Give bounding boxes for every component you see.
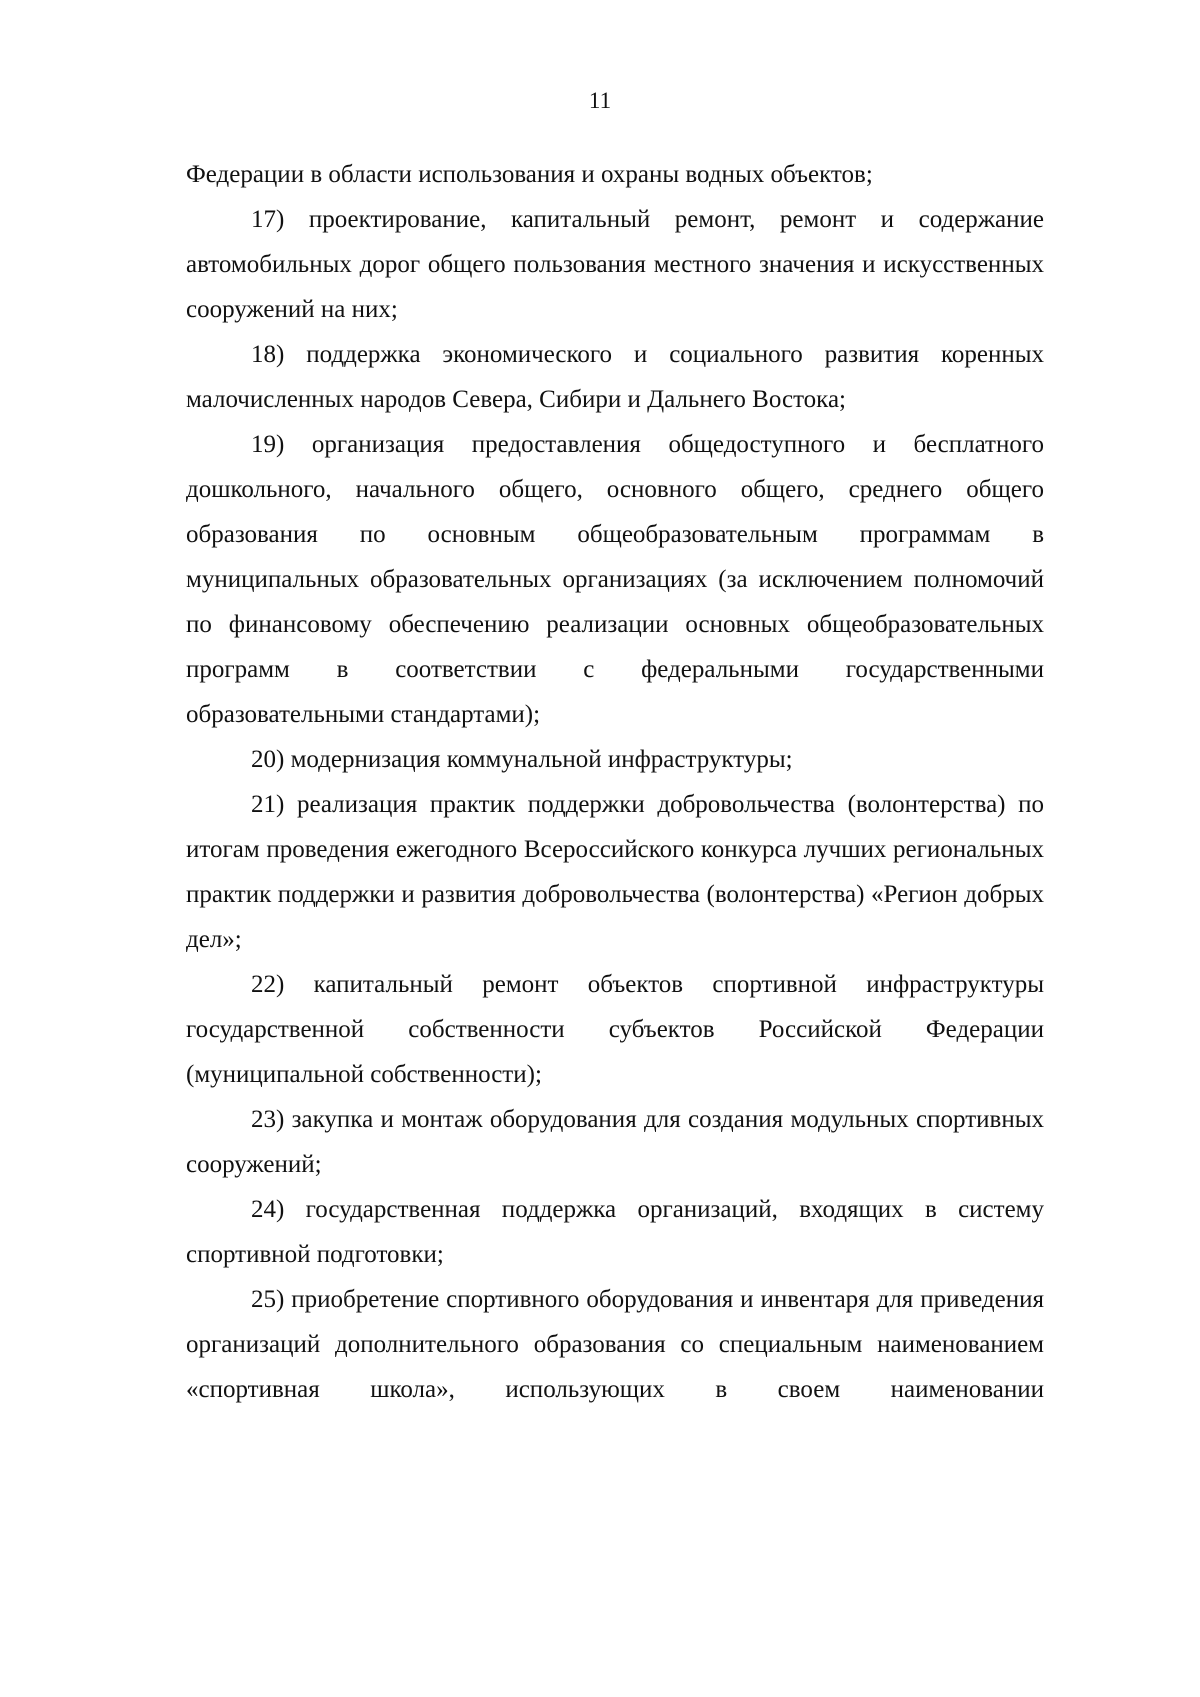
item-text: капитальный ремонт объектов спортивной инфраструктуры государственной собственности субъектов Российской Федерации (муниципальной собственности); — [186, 971, 1044, 1088]
item-text: реализация практик поддержки добровольчества (волонтерства) по итогам проведения ежегодного Всероссийского конкурса лучших региональных практик поддержки и развития добровольчества (волонтерства) «Регион добрых дел»; — [186, 791, 1045, 953]
item-number: 24) — [251, 1196, 285, 1223]
item-text: поддержка экономического и социального развития коренных малочисленных народов Севера, Сибири и Дальнего Востока; — [186, 341, 1045, 413]
item-number: 20) — [251, 746, 285, 773]
paragraph-continuation — [186, 152, 1044, 197]
item-text: модернизация коммунальной инфраструктуры; — [290, 746, 793, 773]
item-text: государственная поддержка организаций, входящих в систему спортивной подготовки; — [186, 1196, 1044, 1268]
list-item — [186, 737, 1044, 782]
item-number: 25) — [251, 1286, 285, 1313]
list-item — [186, 332, 1044, 422]
list-item — [186, 782, 1044, 962]
list-item — [186, 1277, 1044, 1412]
list-item — [186, 1187, 1044, 1277]
item-number: 17) — [251, 206, 285, 233]
item-text: закупка и монтаж оборудования для создания модульных спортивных сооружений; — [186, 1106, 1044, 1178]
item-number: 18) — [251, 341, 285, 368]
list-item — [186, 962, 1044, 1097]
document-body — [186, 152, 1044, 1412]
list-item — [186, 1097, 1044, 1187]
list-item — [186, 197, 1044, 332]
item-number: 23) — [251, 1106, 285, 1133]
item-text: приобретение спортивного оборудования и инвентаря для приведения организаций дополнительного образования со специальным наименованием «спортивная школа», использующих в своем наименовании — [186, 1286, 1044, 1403]
list-item — [186, 422, 1044, 737]
item-number: 22) — [251, 971, 285, 998]
page-number: 11 — [588, 88, 612, 113]
item-number: 19) — [251, 431, 285, 458]
item-text: проектирование, капитальный ремонт, ремонт и содержание автомобильных дорог общего пользования местного значения и искусственных сооружений на них; — [186, 206, 1045, 323]
item-text: организация предоставления общедоступного и бесплатного дошкольного, начального общего, основного общего, среднего общего образования по основным общеобразовательным программам в муниципальных образовательных организациях (за исключением полномочий по финансовому обеспечению реализации основных общеобразовательных программ в соответствии с федеральными государственными образовательными стандартами); — [186, 431, 1044, 728]
item-number: 21) — [251, 791, 285, 818]
paragraph-text: Федерации в области использования и охраны водных объектов; — [186, 161, 873, 188]
